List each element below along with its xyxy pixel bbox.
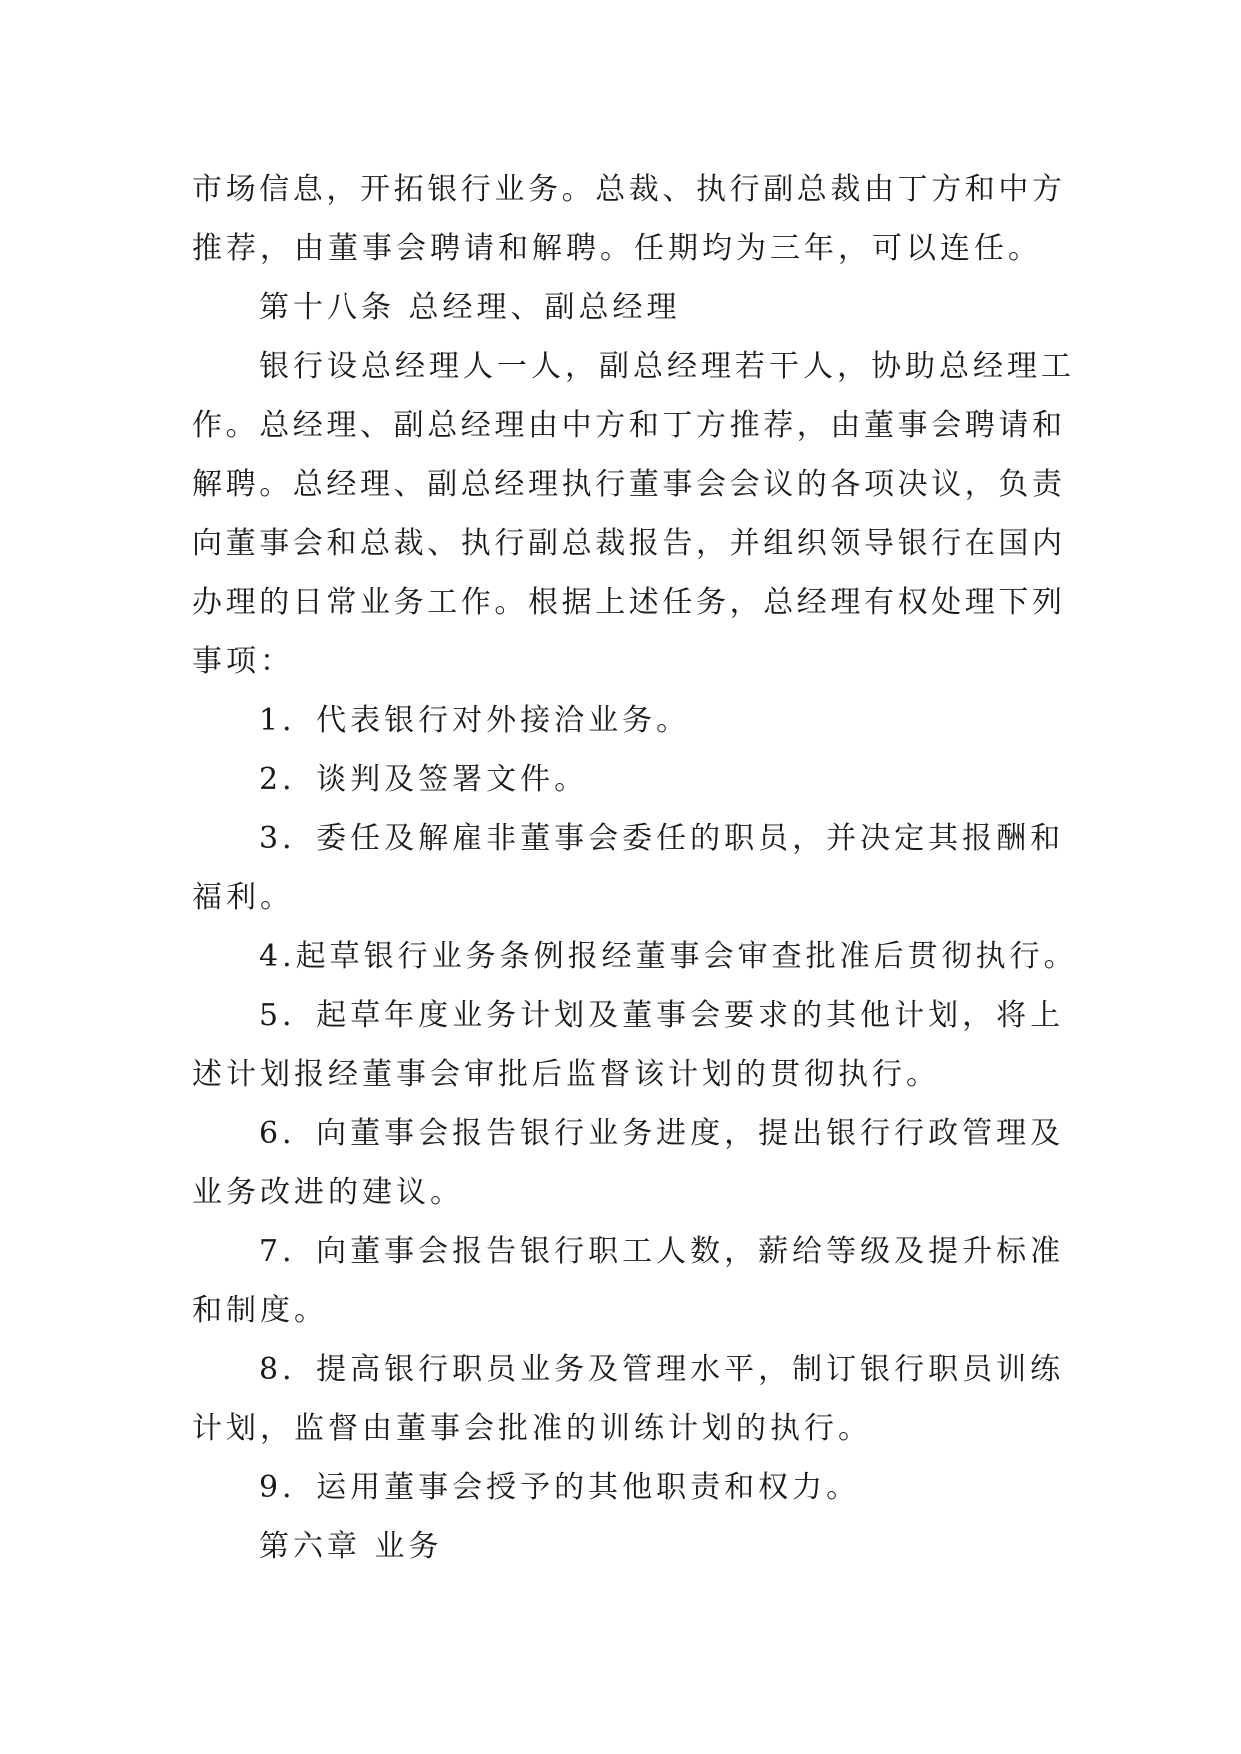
text-line: 业务改进的建议。 <box>192 1175 464 1210</box>
list-item: 6．向董事会报告银行业务进度，提出银行行政管理及 <box>259 1116 1065 1151</box>
text-line: 推荐，由董事会聘请和解聘。任期均为三年，可以连任。 <box>192 231 1042 266</box>
chapter-heading: 第六章 业务 <box>259 1529 443 1564</box>
text-line: 银行设总经理人一人，副总经理若干人，协助总经理工 <box>259 349 1075 384</box>
list-item: 4.起草银行业务条例报经董事会审查批准后贯彻执行。 <box>259 939 1078 974</box>
list-item: 1．代表银行对外接洽业务。 <box>259 703 691 738</box>
text-line: 事项： <box>192 644 294 679</box>
list-item: 5．起草年度业务计划及董事会要求的其他计划，将上 <box>259 998 1065 1033</box>
text-line: 办理的日常业务工作。根据上述任务，总经理有权处理下列 <box>192 585 1062 620</box>
text-line: 作。总经理、副总经理由中方和丁方推荐，由董事会聘请和 <box>192 408 1062 443</box>
text-line: 福利。 <box>192 880 294 915</box>
list-item: 3．委任及解雇非董事会委任的职员，并决定其报酬和 <box>259 821 1065 856</box>
text-line: 述计划报经董事会审批后监督该计划的贯彻执行。 <box>192 1057 940 1092</box>
document-body <box>192 160 1078 1576</box>
text-line: 向董事会和总裁、执行副总裁报告，并组织领导银行在国内 <box>192 526 1062 561</box>
text-line: 计划，监督由董事会批准的训练计划的执行。 <box>192 1411 872 1446</box>
list-item: 9．运用董事会授予的其他职责和权力。 <box>259 1470 861 1505</box>
text-line: 解聘。总经理、副总经理执行董事会会议的各项决议，负责 <box>192 467 1062 502</box>
text-line: 市场信息，开拓银行业务。总裁、执行副总裁由丁方和中方 <box>192 172 1062 207</box>
article-heading: 第十八条 总经理、副总经理 <box>259 290 681 325</box>
text-line: 和制度。 <box>192 1293 328 1328</box>
list-item: 2．谈判及签署文件。 <box>259 762 589 797</box>
list-item: 8．提高银行职员业务及管理水平，制订银行职员训练 <box>259 1352 1065 1387</box>
list-item: 7．向董事会报告银行职工人数，薪给等级及提升标准 <box>259 1234 1065 1269</box>
